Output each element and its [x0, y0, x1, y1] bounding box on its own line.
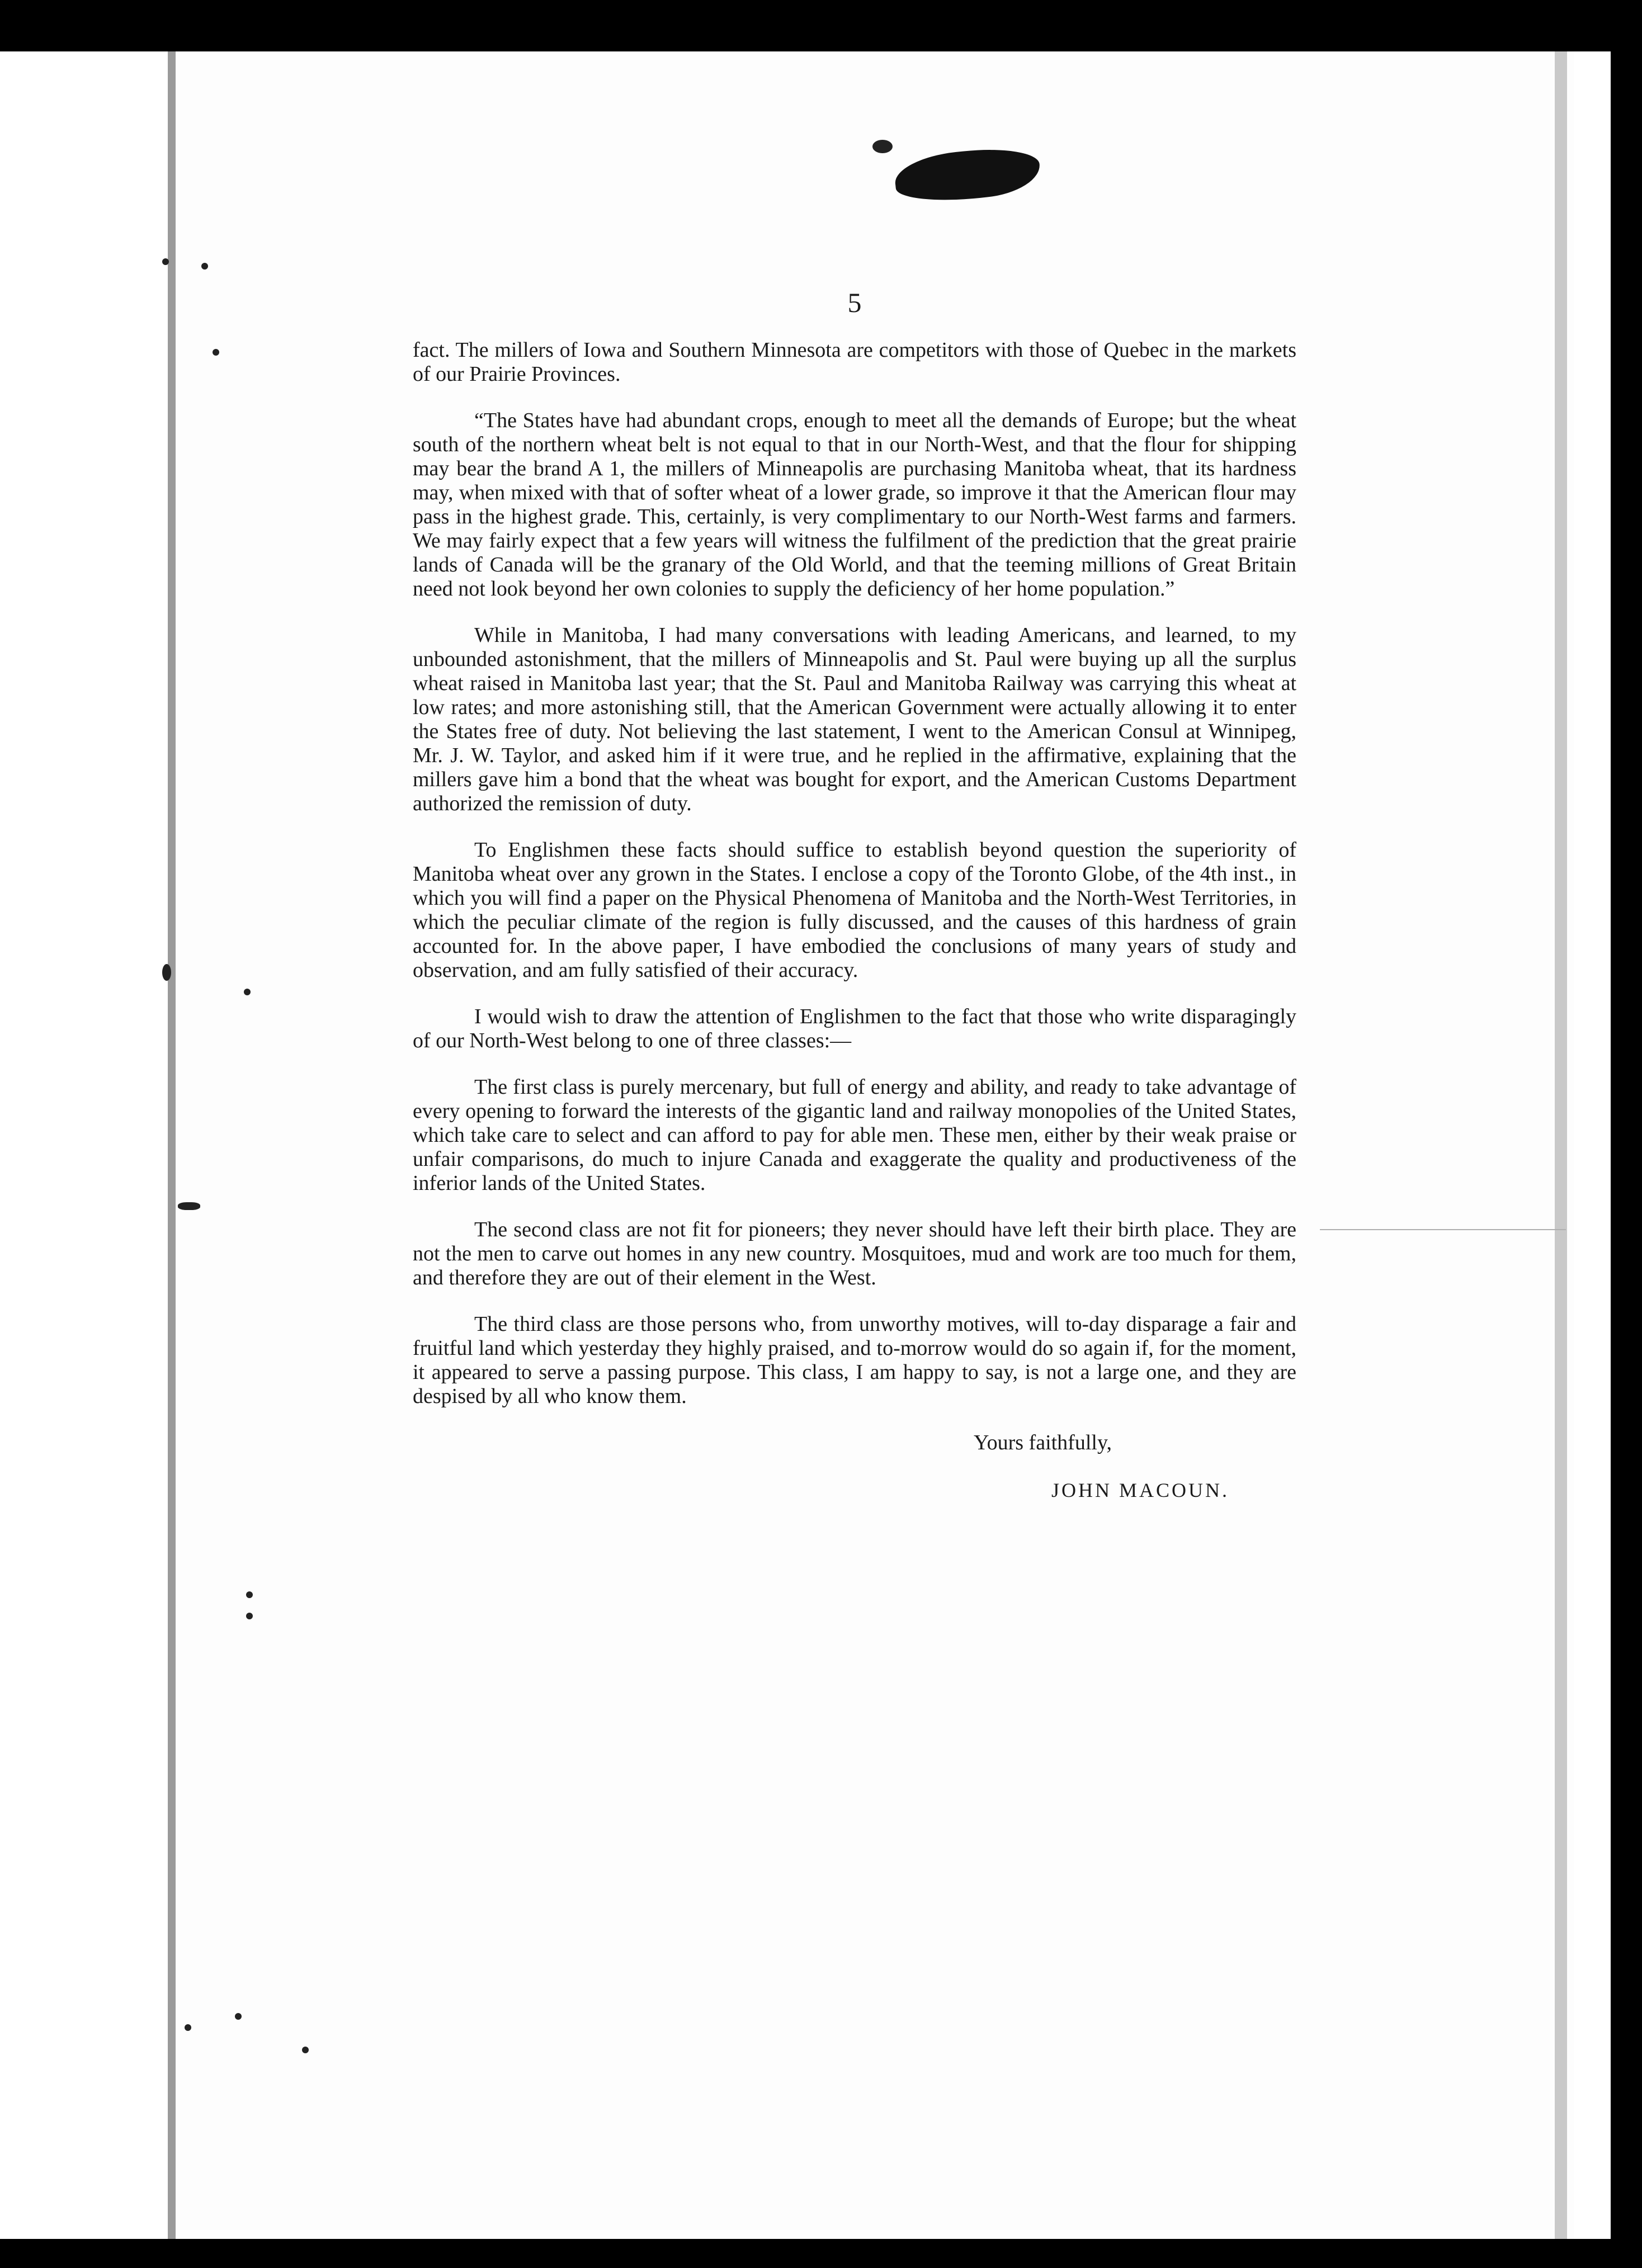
binding-hole-mark	[302, 2047, 309, 2053]
letter-body	[413, 287, 1296, 1502]
binding-hole-mark	[185, 2024, 191, 2031]
paper-crease	[1320, 1229, 1566, 1230]
binding-hole-mark	[213, 349, 219, 356]
paragraph: The third class are those persons who, from unworthy motives, will to-day disparage a fair and fruitful land which yesterday they highly praised, and to-morrow would do so again if, for the moment, it appeared to serve a passing purpose. This class, I am happy to say, is not a large one, and they are despised by all who know them.	[413, 1312, 1296, 1408]
paragraph: The first class is purely mercenary, but full of energy and ability, and ready to take advantage of every opening to forward the interests of the gigantic land and railway monopolies of the United States, which take care to select and can afford to pay for able men. These men, either by their weak praise or unfair comparisons, do much to injure Canada and exaggerate the quality and productiveness of the inferior lands of the United States.	[413, 1075, 1296, 1195]
binding-hole-mark	[162, 258, 169, 265]
paragraph: While in Manitoba, I had many conversations with leading Americans, and learned, to my unbounded astonishment, that the millers of Minneapolis and St. Paul were buying up all the surplus wheat raised in Manitoba last year; that the St. Paul and Manitoba Railway was carrying this wheat at low rates; and more astonishing still, that the American Government were actually allowing it to enter the States free of duty. Not believing the last statement, I went to the American Consul at Winnipeg, Mr. J. W. Taylor, and asked him if it were true, and he replied in the affirmative, explaining that the millers gave him a bond that the wheat was bought for export, and the American Customs Department authorized the remission of duty.	[413, 623, 1296, 815]
paragraph: To Englishmen these facts should suffice to establish beyond question the superiority of Manitoba wheat over any grown in the States. I enclose a copy of the Toronto Globe, of the 4th inst., in which you will find a paper on the Physical Phenomena of Manitoba and the North-West Territories, in which the peculiar climate of the region is fully discussed, and the causes of this hardness of grain accounted for. In the above paper, I have embodied the conclusions of many years of study and observation, and am fully satisfied of their accuracy.	[413, 838, 1296, 982]
signature: JOHN MACOUN.	[1051, 1479, 1229, 1501]
binding-hole-mark	[178, 1202, 200, 1210]
binding-hole-mark	[162, 964, 171, 981]
closing-salutation: Yours faithfully,	[973, 1431, 1112, 1454]
scan-border-right	[1611, 0, 1642, 2268]
ink-speck	[872, 140, 893, 153]
binding-hole-mark	[246, 1591, 253, 1598]
binding-hole-mark	[201, 263, 208, 270]
binding-hole-mark	[235, 2013, 242, 2020]
page-number: 5	[847, 287, 862, 318]
paragraph: fact. The millers of Iowa and Southern Minnesota are competitors with those of Quebec in the markets of our Prairie Provinces.	[413, 338, 1296, 386]
quoted-paragraph: “The States have had abundant crops, enough to meet all the demands of Europe; but the wheat south of the northern wheat belt is not equal to that in our North-West, and that the flour for shipping may bear the brand A 1, the millers of Minneapolis are purchasing Manitoba wheat, that its hardness may, when mixed with that of softer wheat of a lower grade, so improve it that the American flour may pass in the highest grade. This, certainly, is very complimentary to our North-West farms and farmers. We may fairly expect that a few years will witness the fulfilment of the prediction that the great prairie lands of Canada will be the granary of the Old World, and that the teeming millions of Great Britain need not look beyond her own colonies to supply the deficiency of her home population.”	[413, 409, 1296, 601]
page-edge-shadow	[1555, 51, 1567, 2239]
scan-border-bottom	[0, 2239, 1642, 2268]
paragraph: I would wish to draw the attention of Englishmen to the fact that those who write disparagingly of our North-West belong to one of three classes:—	[413, 1005, 1296, 1052]
paragraph: The second class are not fit for pioneers; they never should have left their birth place. They are not the men to carve out homes in any new country. Mosquitoes, mud and work are too much for them, and therefore they are out of their element in the West.	[413, 1218, 1296, 1289]
binding-hole-mark	[246, 1613, 253, 1619]
binding-hole-mark	[244, 989, 251, 995]
scan-border-top	[0, 0, 1642, 51]
